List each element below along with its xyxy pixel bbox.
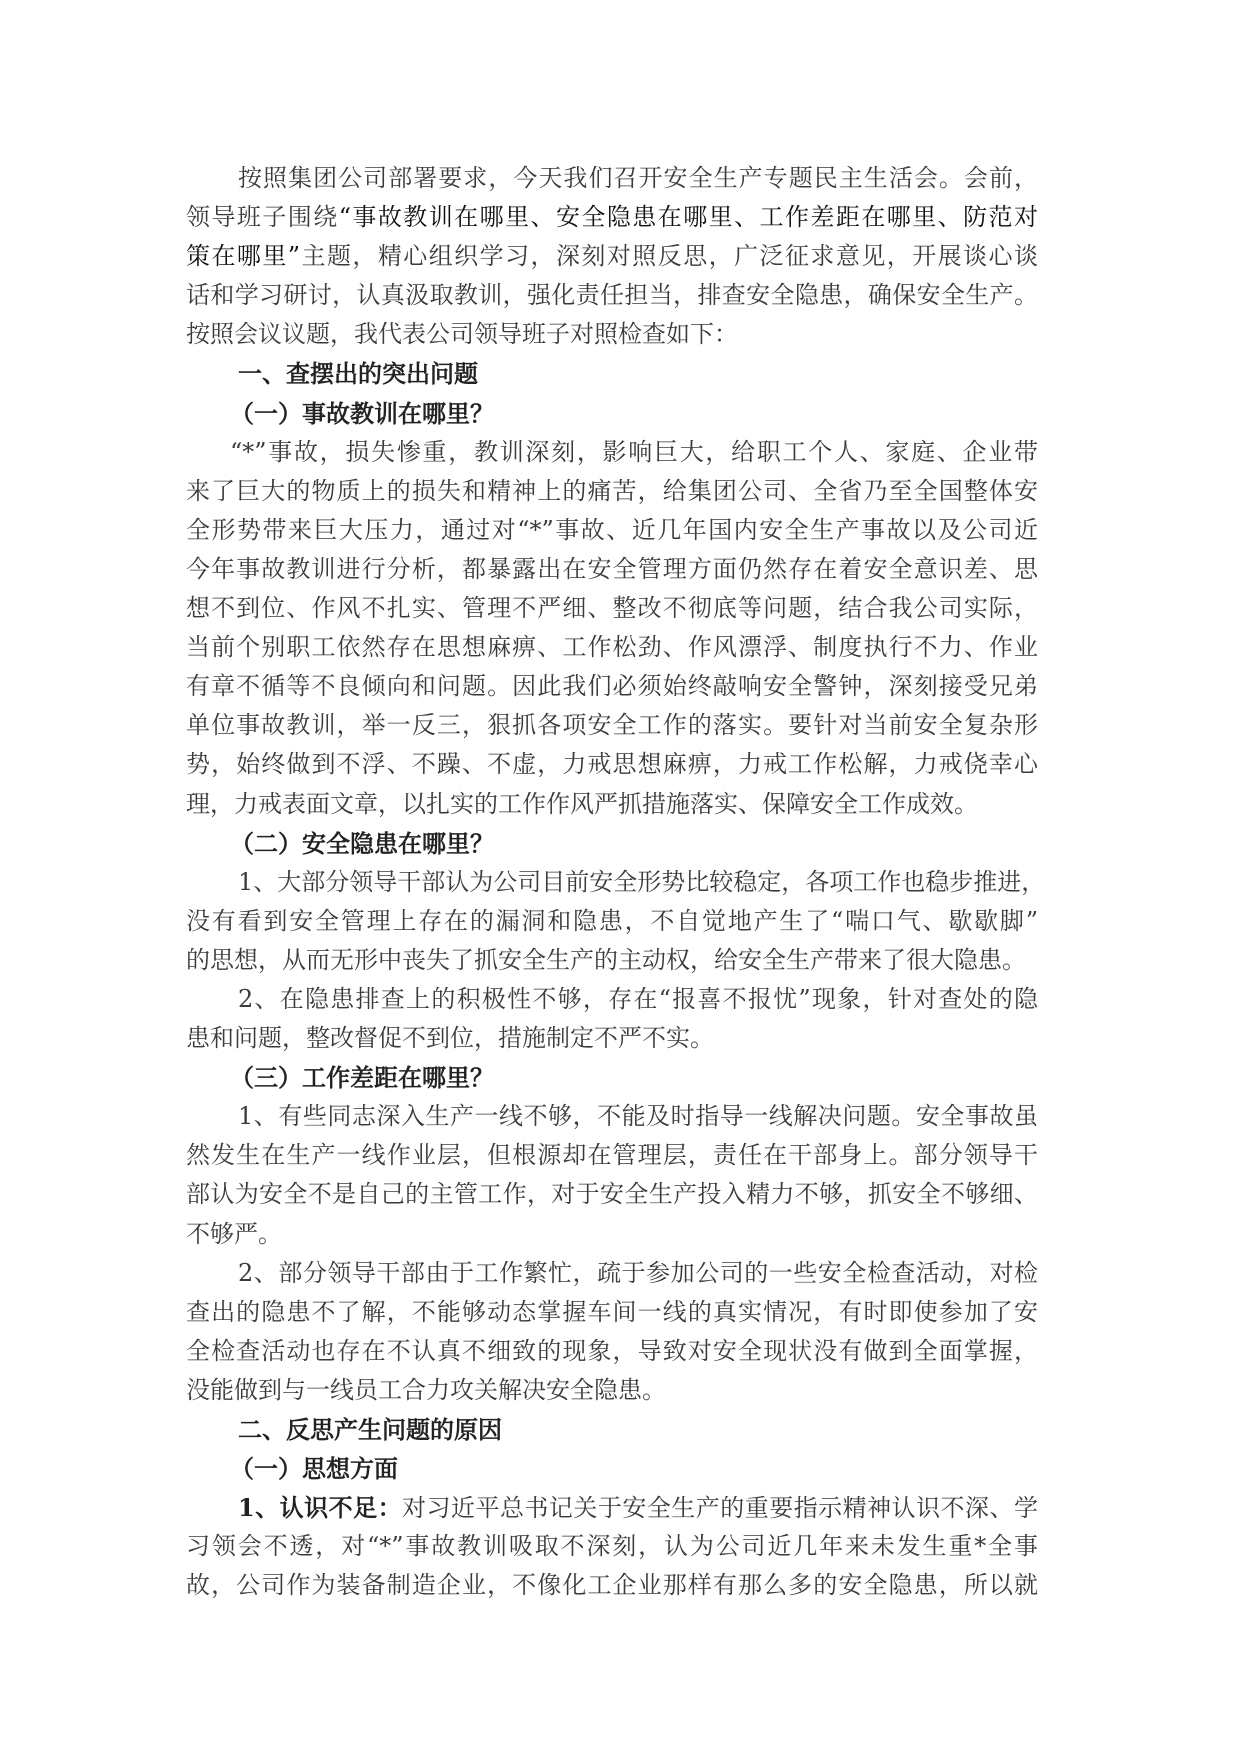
intro-line-4: 话和学习研讨，认真汲取教训，强化责任担当，排查安全隐患，确保安全生产。 [186, 281, 1038, 310]
paragraph-line: 单位事故教训，举一反三，狠抓各项安全工作的落实。要针对当前安全复杂形 [186, 711, 1038, 740]
intro-line-3-theme: 策在哪里” [186, 242, 301, 271]
paragraph-line: 今年事故教训进行分析，都暴露出在安全管理方面仍然存在着安全意识差、思 [186, 554, 1038, 583]
paragraph-line: 不够严。 [186, 1219, 282, 1248]
subsection-heading-1-1: （一）事故教训在哪里？ [230, 398, 494, 428]
paragraph-line: 当前个别职工依然存在思想麻痹、工作松劲、作风漂浮、制度执行不力、作业 [186, 633, 1038, 662]
paragraph-line: 患和问题，整改督促不到位，措施制定不严不实。 [186, 1024, 714, 1053]
paragraph-line: 全形势带来巨大压力，通过对“*”事故、近几年国内安全生产事故以及公司近 [186, 515, 1038, 544]
item-text: 对习近平总书记关于安全生产的重要指示精神认识不深、学 [402, 1494, 1038, 1523]
paragraph-line: 理，力戒表面文章，以扎实的工作作风严抓措施落实、保障安全工作成效。 [186, 789, 978, 818]
intro-line-2-a: 领导班子围绕 [186, 203, 339, 232]
item-lead: 1、认识不足： [238, 1493, 403, 1523]
subsection-heading-2-1: （一）思想方面 [230, 1454, 398, 1484]
section-heading-2: 二、反思产生问题的原因 [238, 1415, 502, 1444]
section-heading-1: 一、查摆出的突出问题 [238, 359, 478, 389]
paragraph-line [186, 1488, 1038, 1527]
intro-line-2 [186, 198, 1038, 237]
paragraph-line: 没有看到安全管理上存在的漏洞和隐患，不自觉地产生了“喘口气、歇歇脚” [186, 906, 1038, 935]
document-page [186, 159, 1046, 1605]
paragraph-line: 全检查活动也存在不认真不细致的现象，导致对安全现状没有做到全面掌握， [186, 1336, 1038, 1365]
intro-line-2-theme: “事故教训在哪里、安全隐患在哪里、工作差距在哪里、防范对 [338, 203, 1038, 232]
paragraph-line: 来了巨大的物质上的损失和精神上的痛苦，给集团公司、全省乃至全国整体安 [186, 476, 1038, 505]
paragraph-line: 2、部分领导干部由于工作繁忙，疏于参加公司的一些安全检查活动，对检 [238, 1258, 1038, 1287]
subsection-heading-1-3: （三）工作差距在哪里？ [230, 1063, 494, 1093]
intro-line-1: 按照集团公司部署要求，今天我们召开安全生产专题民主生活会。会前， [238, 164, 1038, 192]
intro-line-5: 按照会议议题，我代表公司领导班子对照检查如下： [186, 320, 738, 349]
paragraph-line: 故，公司作为装备制造企业，不像化工企业那样有那么多的安全隐患，所以就 [186, 1571, 1038, 1600]
paragraph-line: 2、在隐患排查上的积极性不够，存在“报喜不报忧”现象，针对查处的隐 [238, 984, 1038, 1013]
paragraph-line: 然发生在生产一线作业层，但根源却在管理层，责任在干部身上。部分领导干 [186, 1141, 1038, 1170]
paragraph-line: 想不到位、作风不扎实、管理不严细、整改不彻底等问题，结合我公司实际， [186, 594, 1038, 623]
paragraph-line: 没能做到与一线员工合力攻关解决安全隐患。 [186, 1375, 666, 1404]
paragraph-line: 部认为安全不是自己的主管工作，对于安全生产投入精力不够，抓安全不够细、 [186, 1180, 1038, 1209]
paragraph-line: “*”事故，损失惨重，教训深刻，影响巨大，给职工个人、家庭、企业带 [230, 437, 1038, 466]
subsection-heading-1-2: （二）安全隐患在哪里？ [230, 828, 494, 858]
intro-line-3-b: 主题，精心组织学习，深刻对照反思，广泛征求意见，开展谈心谈 [300, 242, 1038, 271]
paragraph-line: 有章不循等不良倾向和问题。因此我们必须始终敲响安全警钟，深刻接受兄弟 [186, 672, 1038, 701]
paragraph-line: 查出的隐患不了解，不能够动态掌握车间一线的真实情况，有时即使参加了安 [186, 1297, 1038, 1326]
paragraph-line: 势，始终做到不浮、不躁、不虚，力戒思想麻痹，力戒工作松解，力戒侥幸心 [186, 750, 1038, 779]
intro-line-3 [186, 237, 1038, 276]
paragraph-line: 1、有些同志深入生产一线不够，不能及时指导一线解决问题。安全事故虽 [238, 1102, 1038, 1131]
paragraph-line: 习领会不透，对“*”事故教训吸取不深刻，认为公司近几年来未发生重*全事 [186, 1532, 1038, 1561]
paragraph-line: 的思想，从而无形中丧失了抓安全生产的主动权，给安全生产带来了很大隐患。 [186, 945, 1026, 974]
paragraph-line: 1、大部分领导干部认为公司目前安全形势比较稳定，各项工作也稳步推进， [238, 867, 1046, 896]
